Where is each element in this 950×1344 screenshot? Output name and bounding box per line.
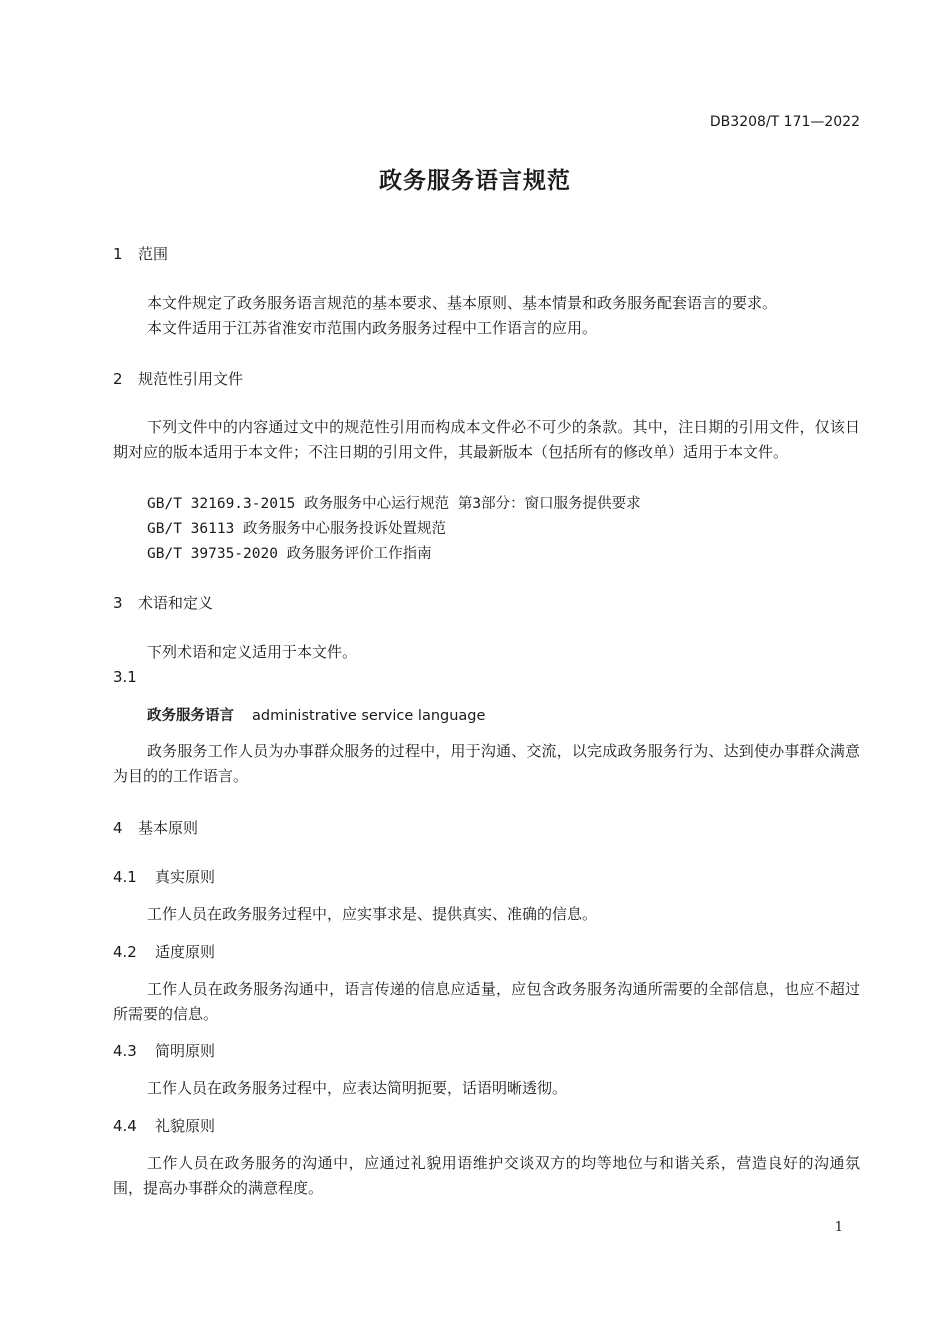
paragraph: 工作人员在政务服务沟通中，语言传递的信息应适量，应包含政务服务沟通所需要的全部信息，也应不超过所需要的信息。: [113, 980, 860, 1023]
subsection-number: 4.1: [113, 868, 137, 886]
section-title: 范围: [138, 245, 169, 263]
subsection-heading-4-1: [113, 866, 215, 887]
section-heading-3: [113, 592, 213, 613]
section-heading-2: [113, 368, 243, 389]
subsection-number: 4.4: [113, 1117, 137, 1135]
section-title: 规范性引用文件: [138, 370, 244, 388]
term-english: administrative service language: [252, 708, 486, 724]
subsection-title: 礼貌原则: [155, 1117, 216, 1135]
paragraph: 本文件规定了政务服务语言规范的基本要求、基本原则、基本情景和政务服务配套语言的要求。: [147, 294, 778, 312]
subsection-title: 适度原则: [155, 943, 216, 961]
subsection-heading-4-4: [113, 1115, 215, 1136]
reference-item: GB/T 39735-2020 政务服务评价工作指南: [147, 546, 432, 562]
paragraph: 工作人员在政务服务的沟通中，应通过礼貌用语维护交谈双方的均等地位与和谐关系，营造良好的沟通氛围，提高办事群众的满意程度。: [113, 1154, 860, 1197]
term-number: 3.1: [113, 668, 137, 686]
reference-item: GB/T 32169.3-2015 政务服务中心运行规范 第3部分：窗口服务提供要求: [147, 496, 641, 512]
term-entry: [147, 704, 485, 725]
paragraph: 工作人员在政务服务过程中，应实事求是、提供真实、准确的信息。: [147, 905, 598, 923]
subsection-number: 4.3: [113, 1042, 137, 1060]
reference-item: GB/T 36113 政务服务中心服务投诉处置规范: [147, 521, 447, 537]
subsection-title: 简明原则: [155, 1042, 216, 1060]
section-heading-1: [113, 243, 168, 264]
term-chinese: 政务服务语言: [147, 708, 234, 724]
term-definition: 政务服务工作人员为办事群众服务的过程中，用于沟通、交流，以完成政务服务行为、达到使办事群众满意为目的的工作语言。: [113, 742, 860, 785]
section-number: 2: [113, 370, 123, 388]
subsection-number: 4.2: [113, 943, 137, 961]
section-number: 1: [113, 245, 123, 263]
section-number: 3: [113, 594, 123, 612]
doc-number: DB3208/T 171—2022: [709, 114, 860, 130]
section-title: 术语和定义: [138, 594, 214, 612]
section-number: 4: [113, 819, 123, 837]
paragraph: 下列术语和定义适用于本文件。: [147, 643, 358, 661]
section-heading-4: [113, 817, 198, 838]
subsection-heading-4-3: [113, 1040, 215, 1061]
subsection-title: 真实原则: [155, 868, 216, 886]
page-number: 1: [834, 1220, 843, 1235]
page-title: 政务服务语言规范: [379, 168, 571, 194]
paragraph: 工作人员在政务服务过程中，应表达简明扼要，话语明晰透彻。: [147, 1079, 568, 1097]
subsection-heading-4-2: [113, 941, 215, 962]
section-title: 基本原则: [138, 819, 199, 837]
paragraph: 本文件适用于江苏省淮安市范围内政务服务过程中工作语言的应用。: [147, 319, 598, 337]
paragraph: 下列文件中的内容通过文中的规范性引用而构成本文件必不可少的条款。其中，注日期的引用文件，仅该日期对应的版本适用于本文件；不注日期的引用文件，其最新版本（包括所有的修改单）适用于本文件。: [113, 418, 860, 461]
